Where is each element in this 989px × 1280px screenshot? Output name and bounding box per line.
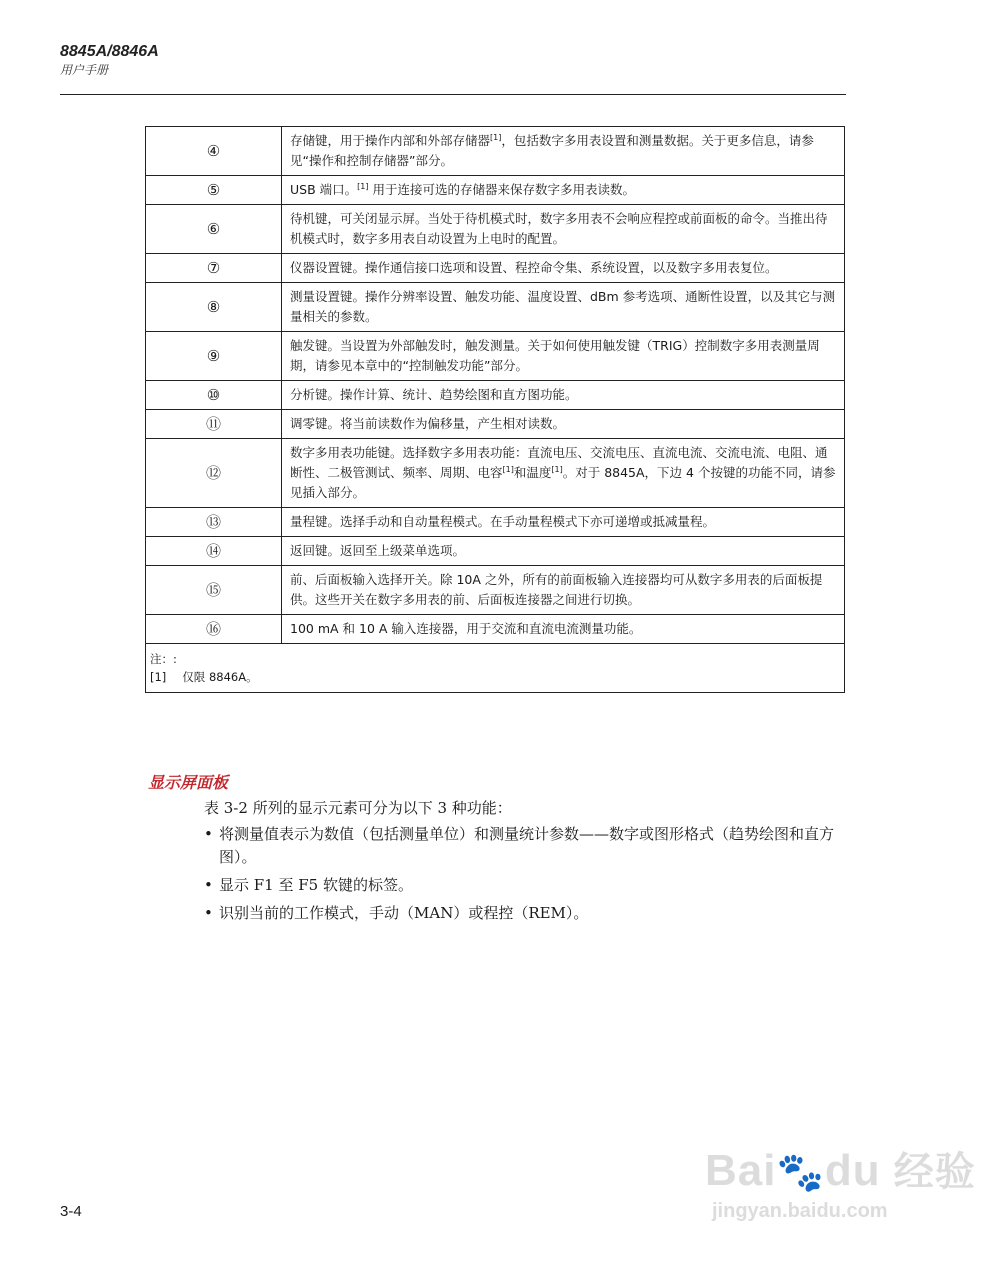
table-row: [146, 205, 845, 254]
model-title: 8845A/8846A: [60, 43, 159, 60]
table-row: [146, 537, 845, 566]
description-text: 100 mA 和 10 A 输入连接器，用于交流和直流电流测量功能。: [290, 621, 642, 636]
table-row: [146, 127, 845, 176]
item-description: [282, 566, 845, 615]
header-divider: [60, 94, 846, 95]
description-text: 触发键。当设置为外部触发时，触发测量。关于如何使用触发键（TRIG）控制数字多用表测量周期，请参见本章中的“控制触发功能”部分。: [290, 338, 820, 373]
table-row: [146, 381, 845, 410]
item-number: ④: [146, 127, 282, 176]
table-note: [146, 644, 845, 693]
table-row: [146, 332, 845, 381]
item-description: [282, 410, 845, 439]
list-item: [204, 823, 844, 869]
item-number: ⑤: [146, 176, 282, 205]
list-item: [204, 902, 844, 925]
note-text: 仅限 8846A。: [182, 670, 258, 684]
item-number: ⑯: [146, 615, 282, 644]
item-description: [282, 537, 845, 566]
description-text: 测量设置键。操作分辨率设置、触发功能、温度设置、dBm 参考选项、通断性设置，以及其它与测量相关的参数。: [290, 289, 836, 324]
page-header: [60, 42, 159, 78]
description-text: 。对于 8845A，下边 4 个按键的功能不同，请参见插入部分。: [290, 465, 836, 500]
list-item-text: 识别当前的工作模式，手动（MAN）或程控（REM）。: [219, 904, 589, 922]
table-row: [146, 254, 845, 283]
description-text: 量程键。选择手动和自动量程模式。在手动量程模式下亦可递增或抵减量程。: [290, 514, 716, 529]
table-row: [146, 615, 845, 644]
list-item-text: 显示 F1 至 F5 软键的标签。: [219, 876, 413, 894]
description-text: 返回键。返回至上级菜单选项。: [290, 543, 466, 558]
bullet-icon: •: [204, 904, 213, 922]
bullet-icon: •: [204, 825, 213, 843]
item-description: [282, 381, 845, 410]
function-list: [204, 823, 844, 930]
description-text: USB 端口。: [290, 182, 358, 197]
item-number: ⑩: [146, 381, 282, 410]
item-description: [282, 332, 845, 381]
item-number: ⑭: [146, 537, 282, 566]
baidu-jingyan-watermark-logo: Bai🐾du 经验: [705, 1146, 976, 1195]
table-row: [146, 566, 845, 615]
item-number: ⑪: [146, 410, 282, 439]
footnote-ref: [1]: [502, 464, 514, 474]
item-description: [282, 615, 845, 644]
description-text: 用于连接可选的存储器来保存数字多用表读数。: [368, 182, 635, 197]
description-text: 和温度: [513, 465, 552, 480]
manual-subtitle: 用户手册: [60, 63, 109, 77]
bullet-icon: •: [204, 876, 213, 894]
section-intro: 表 3-2 所列的显示元素可分为以下 3 种功能：: [204, 799, 512, 817]
footnote-ref: [1]: [357, 181, 369, 191]
list-item-text: 将测量值表示为数值（包括测量单位）和测量统计参数——数字或图形格式（趋势绘图和直方图）。: [219, 825, 835, 866]
item-number: ⑮: [146, 566, 282, 615]
table-row: [146, 439, 845, 508]
description-text: 前、后面板输入选择开关。除 10A 之外，所有的前面板输入连接器均可从数字多用表的后面板提供。这些开关在数字多用表的前、后面板连接器之间进行切换。: [290, 572, 823, 607]
table-note-row: [146, 644, 845, 693]
description-text: 分析键。操作计算、统计、趋势绘图和直方图功能。: [290, 387, 578, 402]
item-number: ⑦: [146, 254, 282, 283]
item-number: ⑫: [146, 439, 282, 508]
description-text: 待机键，可关闭显示屏。当处于待机模式时，数字多用表不会响应程控或前面板的命令。当推出待机模式时，数字多用表自动设置为上电时的配置。: [290, 211, 828, 246]
description-text: 存储键，用于操作内部和外部存储器: [290, 133, 491, 148]
item-description: [282, 508, 845, 537]
table-row: [146, 176, 845, 205]
description-text: 数字多用表功能键。选择数字多用表功能：直流电压、交流电压、直流电流、交流电流、电阻、通断性、二极管测试、频率、周期、电容: [290, 445, 828, 480]
front-panel-table: [145, 126, 845, 693]
item-description: [282, 127, 845, 176]
list-item: [204, 874, 844, 897]
note-title: 注：:: [150, 652, 177, 666]
table-row: [146, 508, 845, 537]
description-text: ，包括数字多用表设置和测量数据。关于更多信息，请参见“操作和控制存储器”部分。: [290, 133, 814, 168]
table-row: [146, 283, 845, 332]
item-description: [282, 439, 845, 508]
footnote-ref: [1]: [551, 464, 563, 474]
description-text: 调零键。将当前读数作为偏移量，产生相对读数。: [290, 416, 566, 431]
footnote-ref: [1]: [490, 132, 502, 142]
section-heading: 显示屏面板: [148, 773, 229, 792]
item-number: ⑬: [146, 508, 282, 537]
item-number: ⑨: [146, 332, 282, 381]
item-description: [282, 283, 845, 332]
item-number: ⑧: [146, 283, 282, 332]
item-number: ⑥: [146, 205, 282, 254]
note-ref: [1]: [150, 670, 167, 684]
note-line: [150, 668, 840, 686]
page-number: 3-4: [60, 1203, 82, 1220]
watermark-url: jingyan.baidu.com: [712, 1200, 888, 1222]
item-description: [282, 176, 845, 205]
description-text: 仪器设置键。操作通信接口选项和设置、程控命令集、系统设置，以及数字多用表复位。: [290, 260, 778, 275]
item-description: [282, 254, 845, 283]
item-description: [282, 205, 845, 254]
table-row: [146, 410, 845, 439]
